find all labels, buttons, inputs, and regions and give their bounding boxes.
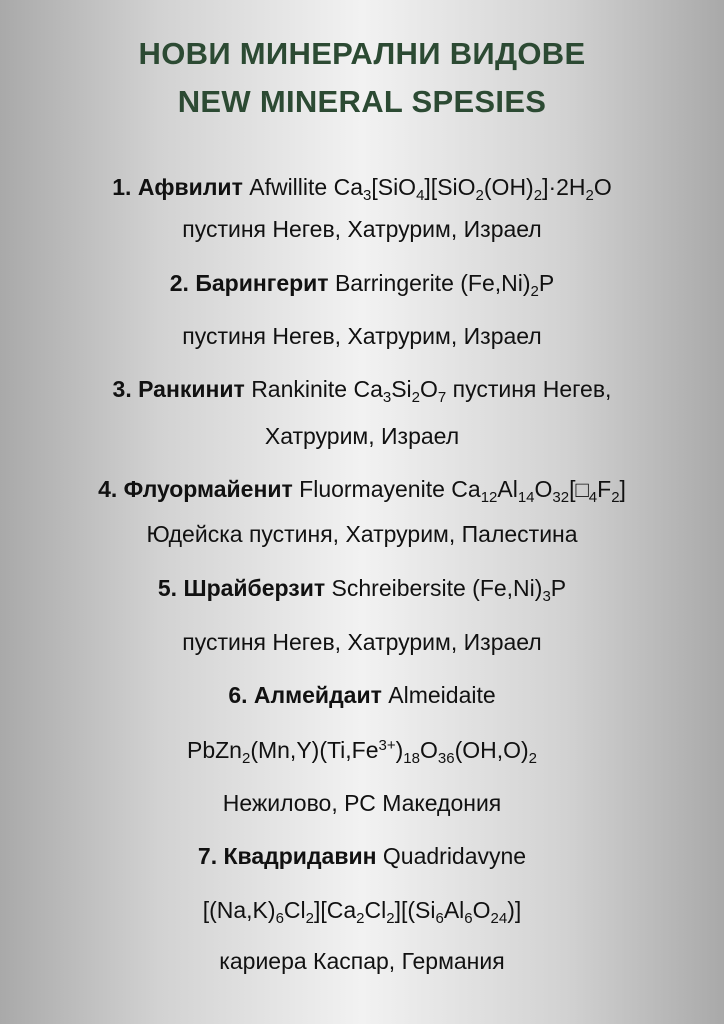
mineral-6-heading	[0, 680, 724, 710]
mineral-6-number: 6.	[228, 682, 248, 708]
mineral-2-heading	[0, 268, 724, 298]
mineral-1-locality: пустиня Негев, Хатрурим, Израел	[182, 216, 542, 242]
mineral-1-heading	[0, 172, 724, 202]
mineral-4-heading	[0, 474, 724, 505]
mineral-3-number: 3.	[112, 376, 132, 402]
mineral-4-formula: $Ca_{12}Al_{14}O_{32}[□_4F_2]$	[451, 476, 626, 506]
mineral-6-name-en: Almeidaite	[388, 682, 496, 708]
mineral-7-locality: кариера Каспар, Германия	[219, 948, 505, 974]
mineral-3-locality-part1: пустиня Негев,	[452, 376, 612, 402]
mineral-1-name-en: Afwillite	[249, 174, 328, 200]
mineral-5-formula: $(Fe,Ni)_3P$	[472, 575, 567, 605]
mineral-7-formula: $[(Na,K)_6Cl_2][Ca_2Cl_2][(Si_6Al_6O_{24})]$	[202, 897, 522, 927]
mineral-2-locality: пустиня Негев, Хатрурим, Израел	[182, 323, 542, 349]
mineral-5-name-bg: Шрайберзит	[183, 575, 326, 601]
mineral-2-formula: $(Fe,Ni)_2P$	[460, 270, 555, 300]
mineral-7-name-bg: Квадридавин	[223, 843, 377, 869]
mineral-5-number: 5.	[157, 575, 178, 601]
mineral-5-locality: пустиня Негев, Хатрурим, Израел	[182, 629, 542, 655]
mineral-3-name-en: Rankinite	[251, 376, 348, 402]
mineral-3-heading	[0, 374, 724, 404]
mineral-4-number: 4.	[98, 476, 118, 502]
mineral-7-name-en: Quadridavyne	[382, 843, 527, 869]
mineral-4-name-en: Fluormayenite	[299, 476, 445, 502]
mineral-5-heading	[0, 573, 724, 603]
mineral-1-name-bg: Афвилит	[137, 174, 243, 200]
mineral-1-number: 1.	[112, 174, 138, 200]
mineral-3-name-bg: Ранкинит	[138, 376, 245, 402]
mineral-5-name-en: Schreibersite	[331, 575, 466, 601]
mineral-2-number: 2.	[169, 270, 189, 296]
title-bulgarian: НОВИ МИНЕРАЛНИ ВИДОВЕ	[138, 36, 586, 71]
mineral-4-locality: Юдейска пустиня, Хатрурим, Палестина	[146, 521, 578, 547]
mineral-1-formula: $Ca_3[SiO_4][SiO_2(OH)_2]\cdot 2H_2O$	[333, 174, 612, 204]
title-english: NEW MINERAL SPESIES	[177, 84, 547, 119]
mineral-2-name-en: Barringerite	[334, 270, 454, 296]
mineral-7-number: 7.	[197, 843, 218, 869]
mineral-3-formula: $Ca_3Si_2O_7$	[353, 376, 447, 406]
mineral-7-heading	[0, 841, 724, 871]
mineral-3-locality-part2: Хатрурим, Израел	[264, 423, 460, 449]
mineral-6-formula: $PbZn_2(Mn,Y)(Ti,Fe^{3+})_{18}O_{36}(OH,O)_2$	[186, 737, 538, 767]
mineral-6-name-bg: Алмейдаит	[253, 682, 382, 708]
mineral-2-name-bg: Барингерит	[195, 270, 329, 296]
mineral-6-locality: Нежилово, РС Македония	[222, 790, 502, 816]
mineral-4-name-bg: Флуормайенит	[123, 476, 293, 502]
